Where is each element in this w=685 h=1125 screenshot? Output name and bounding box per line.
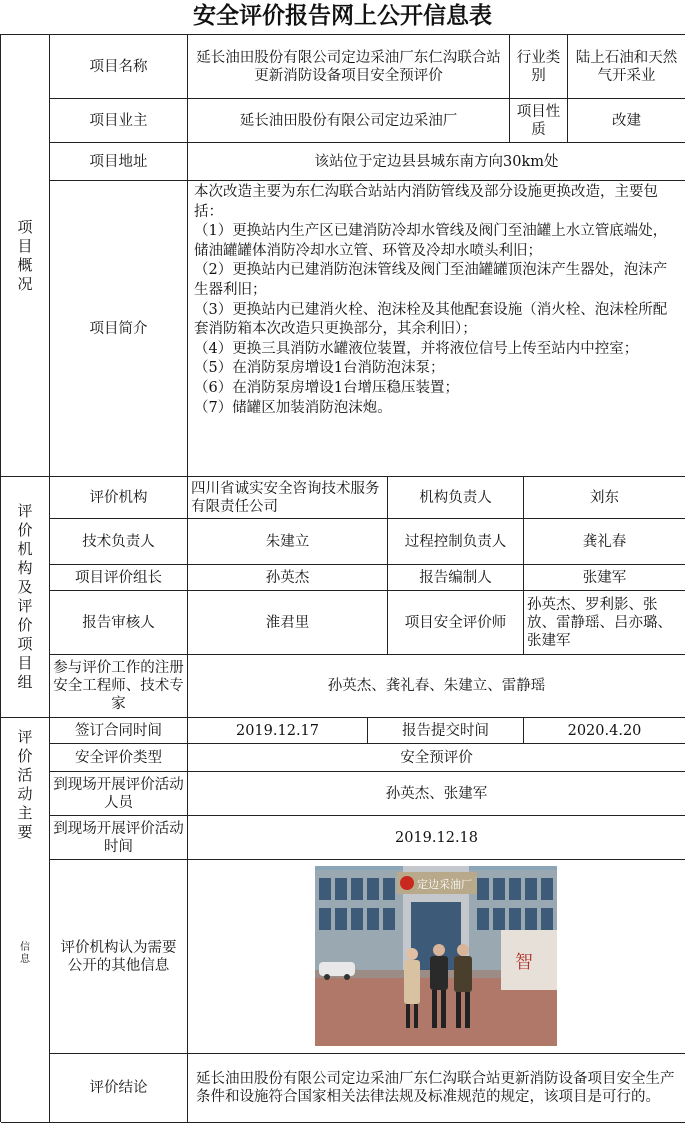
section-activity: 评 价 活 动 主 要 信 息: [1, 718, 50, 1123]
contract-time: 2019.12.17: [188, 718, 368, 744]
label-address: 项目地址: [50, 143, 188, 181]
label-intro: 项目简介: [50, 181, 188, 477]
svg-text:定边采油厂: 定边采油厂: [417, 878, 472, 891]
reviewer: 淮君里: [188, 591, 388, 655]
address: 该站位于定边县县城东南方向30km处: [188, 143, 685, 181]
label-conclusion: 评价结论: [50, 1054, 188, 1123]
agency: 四川省诚实安全咨询技术服务有限责任公司: [188, 477, 388, 519]
site-people: 孙英杰、张建军: [188, 772, 685, 816]
submit-time: 2020.4.20: [524, 718, 685, 744]
company-logo-icon: [400, 876, 414, 890]
label-industry: 行业类别: [510, 35, 568, 99]
label-owner: 项目业主: [50, 99, 188, 143]
owner: 延长油田股份有限公司定边采油厂: [188, 99, 510, 143]
label-reviewer: 报告审核人: [50, 591, 188, 655]
conclusion: 延长油田股份有限公司定边采油厂东仁沟联合站更新消防设备项目安全生产条件和设施符合国家相关法律法规及标准规范的规定，该项目是可行的。: [188, 1054, 685, 1123]
label-nature: 项目性质: [510, 99, 568, 143]
label-evaluators: 项目安全评价师: [388, 591, 524, 655]
label-team-lead: 项目评价组长: [50, 565, 188, 591]
tech-head: 朱建立: [188, 519, 388, 565]
label-report-author: 报告编制人: [388, 565, 524, 591]
label-submit-time: 报告提交时间: [368, 718, 524, 744]
label-agency-head: 机构负责人: [388, 477, 524, 519]
section-org: 评 价 机 构 及 评 价 项 目 组: [1, 477, 50, 718]
experts: 孙英杰、龚礼春、朱建立、雷静瑶: [188, 655, 685, 718]
industry: 陆上石油和天然气开采业: [568, 35, 685, 99]
label-project-name: 项目名称: [50, 35, 188, 99]
label-eval-type: 安全评价类型: [50, 744, 188, 772]
label-experts: 参与评价工作的注册安全工程师、技术专家: [50, 655, 188, 718]
report-author: 张建军: [524, 565, 685, 591]
nature: 改建: [568, 99, 685, 143]
project-name: 延长油田股份有限公司定边采油厂东仁沟联合站更新消防设备项目安全预评价: [188, 35, 510, 99]
label-site-time: 到现场开展评价活动时间: [50, 816, 188, 860]
team-lead: 孙英杰: [188, 565, 388, 591]
project-intro: 本次改造主要为东仁沟联合站站内消防管线及部分设施更换改造，主要包括： （1）更换站内生产区已建消防冷却水管线及阀门至油罐上水立管底端处，储油罐罐体消防冷却水立管、环管及冷却水喷头利旧； （2）更换站内已建消防泡沫管线及阀门至油罐罐顶泡沫产生器处，泡沫产生器利旧； （3）更换站内已建消火栓、泡沫栓及其他配套设施（消火栓、泡沫栓所配套消防箱本次改造只更换部分，其余利旧）； （4）更换三具消防水罐液位装置，并将液位信号上传至站内中控室； （5）在消防泵房增设1台消防泡沫泵； （6）在消防泵房增设1台增压稳压装置； （7）储罐区加装消防泡沫炮。: [188, 181, 685, 477]
svg-text:智: 智: [515, 952, 533, 973]
page-title: 安全评价报告网上公开信息表: [193, 3, 492, 29]
site-time: 2019.12.18: [188, 816, 685, 860]
label-agency: 评价机构: [50, 477, 188, 519]
agency-head: 刘东: [524, 477, 685, 519]
process-head: 龚礼春: [524, 519, 685, 565]
label-process-head: 过程控制负责人: [388, 519, 524, 565]
label-site-people: 到现场开展评价活动人员: [50, 772, 188, 816]
evaluators: 孙英杰、罗利影、张放、雷静瑶、吕亦璐、张建军: [524, 591, 685, 655]
label-other-info: 评价机构认为需要公开的其他信息: [50, 860, 188, 1054]
site-photo: [315, 866, 557, 1046]
label-tech-head: 技术负责人: [50, 519, 188, 565]
label-contract-time: 签订合同时间: [50, 718, 188, 744]
eval-type: 安全预评价: [188, 744, 685, 772]
section-overview: 项 目 概 况: [1, 35, 50, 477]
